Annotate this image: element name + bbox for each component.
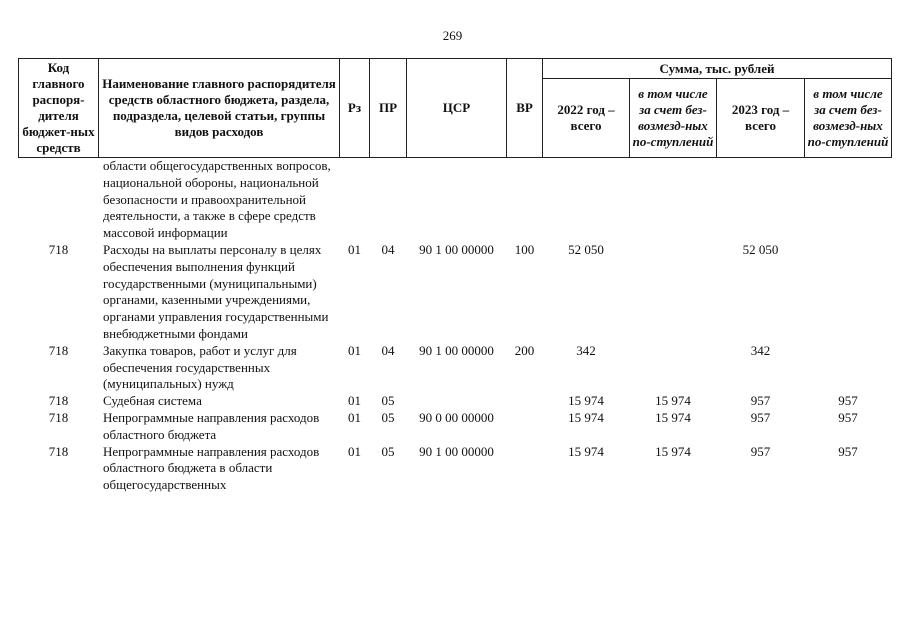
cell-rz bbox=[340, 158, 370, 242]
header-csr: ЦСР bbox=[407, 59, 507, 158]
table-header bbox=[19, 59, 892, 158]
table-row bbox=[19, 343, 892, 393]
cell-2022-grants bbox=[630, 343, 717, 393]
header-rz: Рз bbox=[340, 59, 370, 158]
cell-name: Закупка товаров, работ и услуг для обеспечения государственных (муниципальных) нужд bbox=[103, 342, 297, 392]
table-row bbox=[19, 410, 892, 444]
cell-name: области общегосударственных вопросов, национальной обороны, национальной безопасности и правоохранительной деятельности, а также в сфере средств массовой информации bbox=[103, 158, 331, 241]
cell-2023-total: 957 bbox=[750, 409, 771, 425]
budget-table bbox=[18, 58, 892, 494]
table-row bbox=[19, 393, 892, 410]
cell-code: 718 bbox=[48, 443, 69, 459]
header-pr: ПР bbox=[370, 59, 407, 158]
cell-2022-grants bbox=[630, 242, 717, 343]
cell-vr bbox=[507, 444, 543, 494]
header-code: Код главного распоря-дителя бюджет-ных средств bbox=[19, 59, 99, 158]
cell-pr bbox=[370, 158, 407, 242]
cell-pr: 05 bbox=[381, 443, 395, 459]
cell-rz: 01 bbox=[348, 342, 361, 358]
cell-2022-grants bbox=[630, 158, 717, 242]
cell-2022-total: 15 974 bbox=[568, 393, 604, 409]
cell-name: Расходы на выплаты персоналу в целях обеспечения выполнения функций государственными (муниципальными) органами, казенными учреждениями, органами управления государственными внебюджетными фондами bbox=[103, 241, 329, 341]
cell-2023-grants: 957 bbox=[838, 443, 858, 459]
cell-csr bbox=[407, 158, 507, 242]
cell-csr: 90 1 00 00000 bbox=[419, 241, 494, 257]
header-vr: ВР bbox=[507, 59, 543, 158]
header-2023-total: 2023 год – всего bbox=[717, 79, 805, 158]
cell-rz: 01 bbox=[348, 393, 361, 409]
cell-code: 718 bbox=[48, 393, 69, 409]
page-number: 269 bbox=[442, 28, 463, 43]
header-sum-group: Сумма, тыс. рублей bbox=[543, 59, 892, 79]
cell-rz: 01 bbox=[348, 443, 361, 459]
cell-csr: 90 1 00 00000 bbox=[419, 443, 494, 459]
cell-rz: 01 bbox=[348, 241, 361, 257]
cell-name: Судебная система bbox=[103, 393, 202, 409]
cell-csr: 90 0 00 00000 bbox=[419, 409, 494, 425]
cell-pr: 04 bbox=[381, 342, 395, 358]
header-2022-grants: в том числе за счет без-возмезд-ных по-ступлений bbox=[630, 79, 717, 158]
cell-2023-grants: 957 bbox=[838, 393, 858, 409]
cell-2022-total: 15 974 bbox=[568, 443, 604, 459]
cell-pr: 05 bbox=[381, 409, 395, 425]
header-name: Наименование главного распорядителя средств областного бюджета, раздела, подраздела, целевой статьи, группы видов расходов bbox=[99, 59, 340, 158]
cell-code: 718 bbox=[48, 409, 69, 425]
cell-2023-total bbox=[717, 158, 805, 242]
cell-2023-total: 957 bbox=[750, 443, 771, 459]
cell-name: Непрограммные направления расходов областного бюджета в области общегосударственных bbox=[103, 443, 320, 493]
cell-pr: 04 bbox=[381, 241, 395, 257]
cell-2022-grants: 15 974 bbox=[655, 443, 691, 459]
cell-2022-total: 342 bbox=[576, 342, 596, 358]
cell-pr: 05 bbox=[381, 393, 395, 409]
cell-2023-grants bbox=[805, 242, 892, 343]
cell-2022-grants: 15 974 bbox=[655, 409, 691, 425]
cell-code bbox=[19, 158, 99, 242]
cell-2022-total bbox=[543, 158, 630, 242]
cell-2023-total: 342 bbox=[750, 342, 771, 358]
cell-2023-grants bbox=[805, 343, 892, 393]
cell-code: 718 bbox=[48, 342, 69, 358]
cell-2022-total: 52 050 bbox=[568, 241, 604, 257]
cell-2023-total: 52 050 bbox=[742, 241, 779, 257]
header-2022-total: 2022 год – всего bbox=[543, 79, 630, 158]
cell-vr bbox=[507, 158, 543, 242]
cell-vr bbox=[507, 410, 543, 444]
cell-name: Непрограммные направления расходов областного бюджета bbox=[103, 409, 320, 442]
table-row bbox=[19, 242, 892, 343]
cell-2022-total: 15 974 bbox=[568, 409, 604, 425]
cell-rz: 01 bbox=[348, 409, 361, 425]
cell-csr bbox=[407, 393, 507, 410]
cell-2023-total: 957 bbox=[750, 393, 771, 409]
cell-code: 718 bbox=[48, 241, 69, 257]
table-body bbox=[19, 158, 892, 494]
cell-2023-grants bbox=[805, 158, 892, 242]
table-row bbox=[19, 158, 892, 242]
cell-csr: 90 1 00 00000 bbox=[419, 342, 494, 358]
cell-2023-grants: 957 bbox=[838, 409, 858, 425]
cell-2022-grants: 15 974 bbox=[655, 393, 691, 409]
cell-vr: 200 bbox=[514, 342, 535, 358]
table-row bbox=[19, 444, 892, 494]
header-2023-grants: в том числе за счет без-возмезд-ных по-ступлений bbox=[805, 79, 892, 158]
cell-vr bbox=[507, 393, 543, 410]
cell-vr: 100 bbox=[514, 241, 535, 257]
